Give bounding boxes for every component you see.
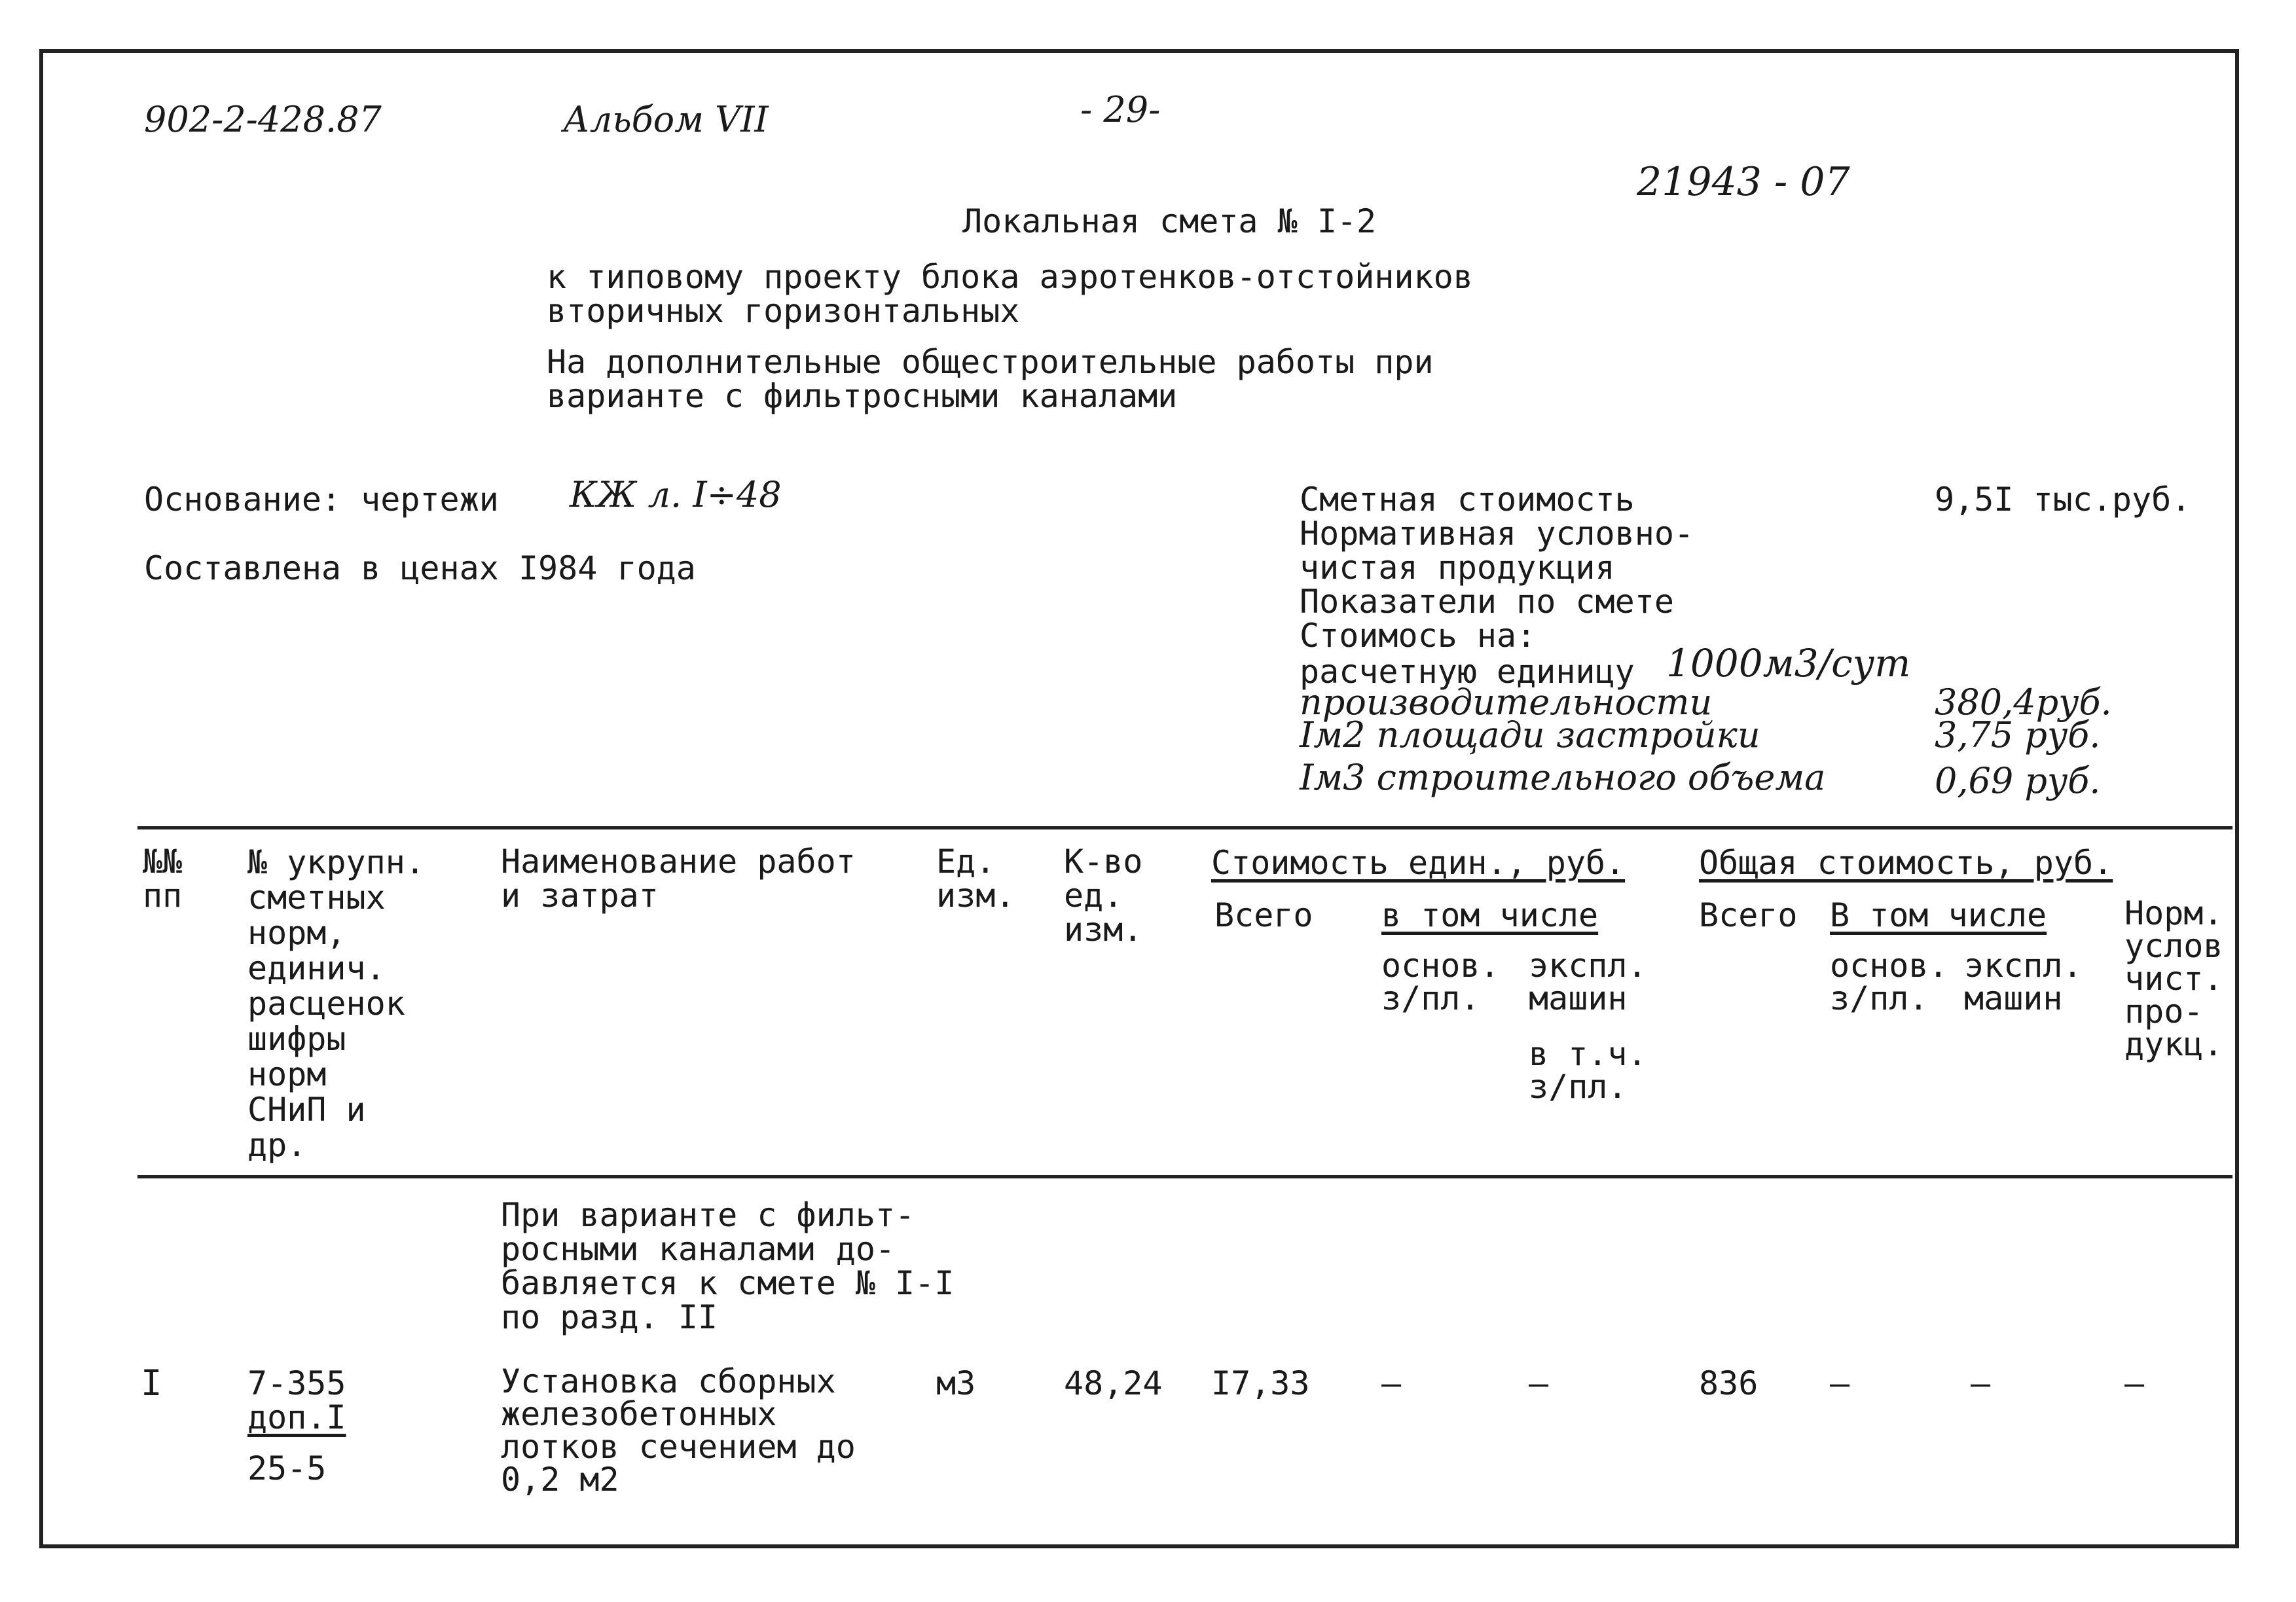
unit-label: расчетную единицу xyxy=(1300,653,1635,691)
project-line-2: вторичных горизонтальных xyxy=(547,292,1020,330)
unit-value: 1000м3/сут xyxy=(1666,641,1911,685)
basis-value: КЖ л. I÷48 xyxy=(570,474,782,515)
normative-line-2: чистая продукция xyxy=(1300,549,1615,587)
project-line-1: к типовому проекту блока аэротенков-отстойников xyxy=(547,258,1473,296)
row-basic-wage-2: – xyxy=(1830,1364,1850,1402)
row-num: I xyxy=(141,1362,162,1404)
volume-label: Iм3 строительного объема xyxy=(1300,757,1826,798)
header-bottom-rule xyxy=(137,1175,2232,1178)
header-incl: в том числе xyxy=(1381,896,1599,934)
header-total-total: Всего xyxy=(1699,896,1798,934)
header-norm-product: Норм. услов чист. про- дукц. xyxy=(2124,894,2223,1063)
basis-label: Основание: чертежи xyxy=(144,481,499,519)
header-unit-total: Всего xyxy=(1214,896,1313,934)
row-unit: м3 xyxy=(936,1364,976,1402)
estimate-title: Локальная смета № I-2 xyxy=(962,202,1377,240)
header-incl-2: В том числе xyxy=(1830,896,2047,934)
section-note: При варианте с фильт- росными каналами до- бавляется к смете № I-I по разд. II xyxy=(501,1196,955,1336)
row-basic-wage: – xyxy=(1381,1364,1402,1402)
header-machine-2: экспл. машин xyxy=(1964,947,2083,1017)
doc-code: 902-2-428.87 xyxy=(144,99,382,140)
row-name: Установка сборных железобетонных лотков сечением до 0,2 м2 xyxy=(501,1362,856,1499)
row-qty: 48,24 xyxy=(1064,1364,1163,1402)
table-top-rule xyxy=(137,826,2232,829)
indicators-label: Показатели по смете xyxy=(1300,583,1674,621)
header-unit: Ед. изм. xyxy=(936,843,1015,915)
row-norm-product: – xyxy=(2124,1364,2145,1402)
row-norm-a: 7-355 xyxy=(247,1364,346,1402)
row-machine: – xyxy=(1529,1364,1549,1402)
volume-value: 0,69 руб. xyxy=(1935,760,2101,801)
header-machine: экспл. машин xyxy=(1529,947,1647,1017)
header-num: №№ пп xyxy=(143,843,183,915)
cost-value: 9,5I тыс.руб. xyxy=(1935,481,2191,519)
prices-note: Составлена в ценах I984 года xyxy=(144,549,696,587)
row-norm-b: доп.I xyxy=(247,1398,346,1436)
header-basic-wage-2: основ. з/пл. xyxy=(1830,947,1948,1017)
header-name: Наименование работ и затрат xyxy=(501,843,856,915)
area-value: 3,75 руб. xyxy=(1935,714,2101,755)
header-machine-wage: в т.ч. з/пл. xyxy=(1529,1035,1647,1106)
works-line-1: На дополнительные общестроительные работы при xyxy=(547,343,1434,381)
header-norm: № укрупн. сметных норм, единич. расценок шифры норм СНиП и др. xyxy=(247,843,425,1164)
productivity-label: производительности xyxy=(1300,682,1713,723)
header-qty: К-во ед. изм. xyxy=(1064,843,1143,949)
row-machine-2: – xyxy=(1971,1364,1991,1402)
row-norm-c: 25-5 xyxy=(247,1449,327,1487)
inventory-number: 21943 - 07 xyxy=(1637,159,1850,205)
normative-line-1: Нормативная условно- xyxy=(1300,515,1694,553)
productivity-value: 380,4руб. xyxy=(1935,682,2112,723)
page-number: - 29- xyxy=(1080,89,1161,130)
cost-label: Сметная стоимость xyxy=(1300,481,1635,519)
row-unit-total: I7,33 xyxy=(1211,1364,1310,1402)
row-total: 836 xyxy=(1699,1364,1758,1402)
area-label: Iм2 площади застройки xyxy=(1300,714,1760,755)
header-unit-cost-group: Стоимость един., руб. xyxy=(1211,844,1626,882)
cost-per-label: Стоимось на: xyxy=(1300,617,1537,655)
header-total-cost-group: Общая стоимость, руб. xyxy=(1699,844,2113,882)
header-basic-wage: основ. з/пл. xyxy=(1381,947,1500,1017)
works-line-2: варианте с фильтросными каналами xyxy=(547,377,1178,415)
album-label: Альбом VII xyxy=(563,99,769,140)
